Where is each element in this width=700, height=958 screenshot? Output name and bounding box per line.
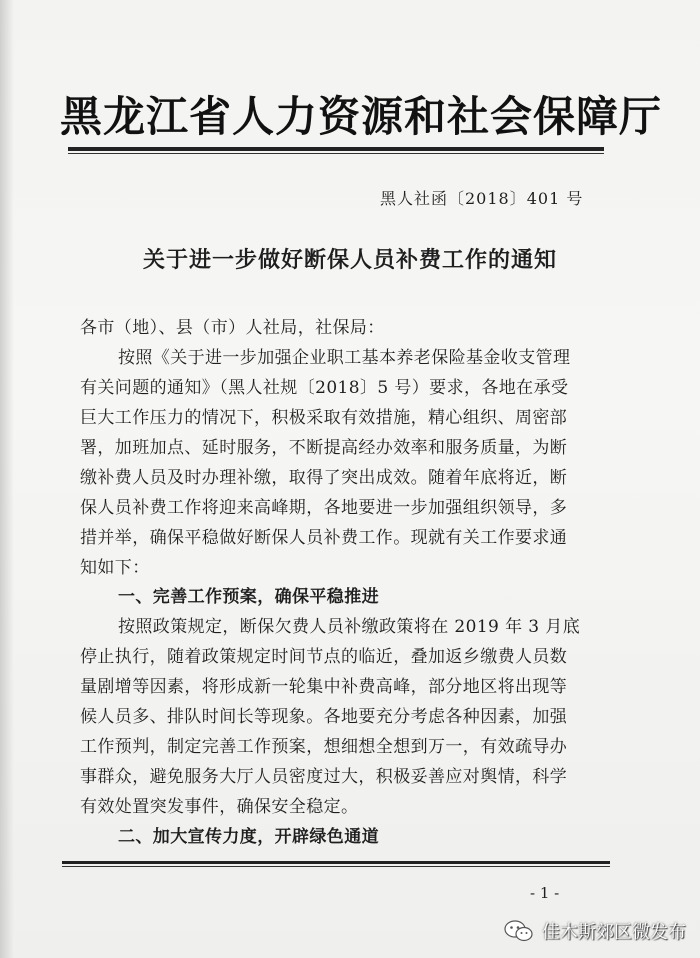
body-line: 事群众，避免服务大厅人员密度过大，积极妥善应对舆情，科学 — [80, 767, 568, 787]
watermark-text: 佳木斯郊区微发布 — [542, 922, 686, 943]
footer-rule-thin — [62, 866, 610, 867]
page-edge-shadow — [0, 0, 14, 958]
document-number: 黑人社函〔2018〕401 号 — [380, 189, 584, 208]
watermark — [504, 916, 686, 946]
body-line: 有效处置突发事件，确保安全稳定。 — [80, 797, 359, 817]
body-line: 有关问题的通知》（黑人社规〔2018〕5 号）要求，各地在承受 — [80, 378, 569, 398]
footer-rule-thick — [62, 861, 610, 864]
body-line: 保人员补费工作将迎来高峰期，各地要进一步加强组织领导，多 — [80, 498, 568, 518]
document-title: 关于进一步做好断保人员补费工作的通知 — [142, 247, 557, 273]
body-line: 候人员多、排队时间长等现象。各地要充分考虑各种因素，加强 — [80, 707, 568, 727]
page-number: - 1 - — [530, 884, 560, 902]
body-line: 缴补费人员及时办理补缴，取得了突出成效。随着年底将近，断 — [80, 468, 568, 488]
body-line: 按照政策规定，断保欠费人员补缴政策将在 2019 年 3 月底 — [118, 617, 581, 637]
agency-header: 黑龙江省人力资源和社会保障厅 — [60, 92, 663, 141]
body-line: 量剧增等因素，将形成新一轮集中补费高峰，部分地区将出现等 — [80, 677, 568, 697]
body-line: 知如下： — [80, 558, 150, 578]
salutation: 各市（地）、县（市）人社局，社保局： — [80, 318, 385, 338]
body-line: 署，加班加点、延时服务，不断提高经办效率和服务质量，为断 — [80, 438, 568, 458]
body-line: 工作预判，制定完善工作预案，想细想全想到万一，有效疏导办 — [80, 737, 568, 757]
header-rule-thick — [68, 147, 604, 151]
body-line: 巨大工作压力的情况下，积极采取有效措施，精心组织、周密部 — [80, 408, 568, 428]
header-rule-thin — [68, 153, 604, 154]
section-heading: 二、加大宣传力度，开辟绿色通道 — [118, 827, 379, 847]
body-line: 停止执行，随着政策规定时间节点的临近，叠加返乡缴费人员数 — [80, 647, 568, 667]
body-line: 按照《关于进一步加强企业职工基本养老保险基金收支管理 — [118, 348, 571, 368]
section-heading: 一、完善工作预案，确保平稳推进 — [118, 587, 379, 607]
wechat-icon — [504, 919, 534, 943]
body-line: 措并举，确保平稳做好断保人员补费工作。现就有关工作要求通 — [80, 528, 568, 548]
